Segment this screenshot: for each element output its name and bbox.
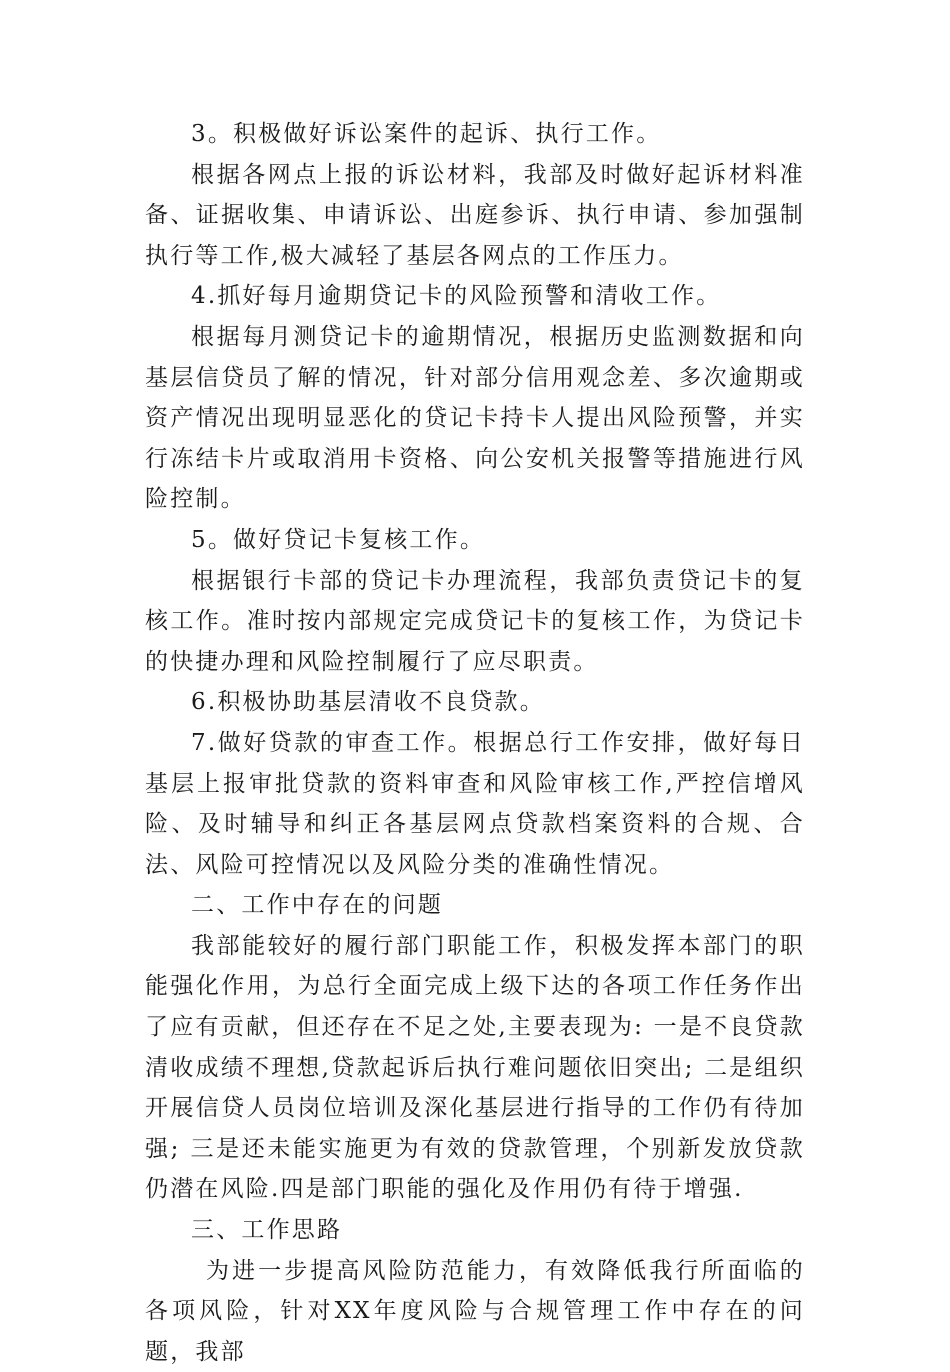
paragraph-problems-body: 我部能较好的履行部门职能工作，积极发挥本部门的职能强化作用，为总行全面完成上级下达的各项工作任务作出了应有贡献，但还存在不足之处,主要表现为: 一是不良贷款清收成绩不理想,贷款起诉后执行难问题依旧突出; 二是组织开展信贷人员岗位培训及深化基层进行指导的工作仍有待加强; 三是还未能实施更为有效的贷款管理，个别新发放贷款仍潜在风险.四是部门职能的强化及作用仍有待于增强. (145, 932, 805, 1203)
paragraph-heading-item-4: 4.抓好每月逾期贷记卡的风险预警和清收工作。 (191, 283, 722, 310)
document-body (145, 114, 805, 1372)
paragraph-heading-item-3: 3。积极做好诉讼案件的起诉、执行工作。 (191, 121, 662, 147)
paragraph-heading-item-6: 6.积极协助基层清收不良贷款。 (191, 689, 545, 716)
section-heading-work-plan: 三、工作思路 (191, 1217, 343, 1244)
paragraph-overdue-card-body: 根据每月测贷记卡的逾期情况，根据历史监测数据和向基层信贷员了解的情况，针对部分信用观念差、多次逾期或资产情况出现明显恶化的贷记卡持卡人提出风险预警，并实行冻结卡片或取消用卡资格、向公安机关报警等措施进行风险控制。 (145, 323, 805, 513)
paragraph-card-review-body: 根据银行卡部的贷记卡办理流程，我部负责贷记卡的复核工作。准时按内部规定完成贷记卡的复核工作，为贷记卡的快捷办理和风险控制履行了应尽职责。 (145, 567, 805, 675)
paragraph-item-7-loan-review: 7.做好贷款的审查工作。根据总行工作安排，做好每日基层上报审批贷款的资料审查和风险审核工作,严控信增风险、及时辅导和纠正各基层网点贷款档案资料的合规、合法、风险可控情况以及风险分类的准确性情况。 (145, 729, 805, 878)
paragraph-heading-item-5: 5。做好贷记卡复核工作。 (191, 526, 486, 553)
paragraph-work-plan-body: 为进一步提高风险防范能力，有效降低我行所面临的各项风险，针对XX年度风险与合规管理工作中存在的问题，我部 (145, 1257, 805, 1365)
section-heading-problems: 二、工作中存在的问题 (191, 892, 443, 919)
paragraph-litigation-body: 根据各网点上报的诉讼材料，我部及时做好起诉材料准备、证据收集、申请诉讼、出庭参诉、执行申请、参加强制执行等工作,极大减轻了基层各网点的工作压力。 (145, 161, 805, 269)
